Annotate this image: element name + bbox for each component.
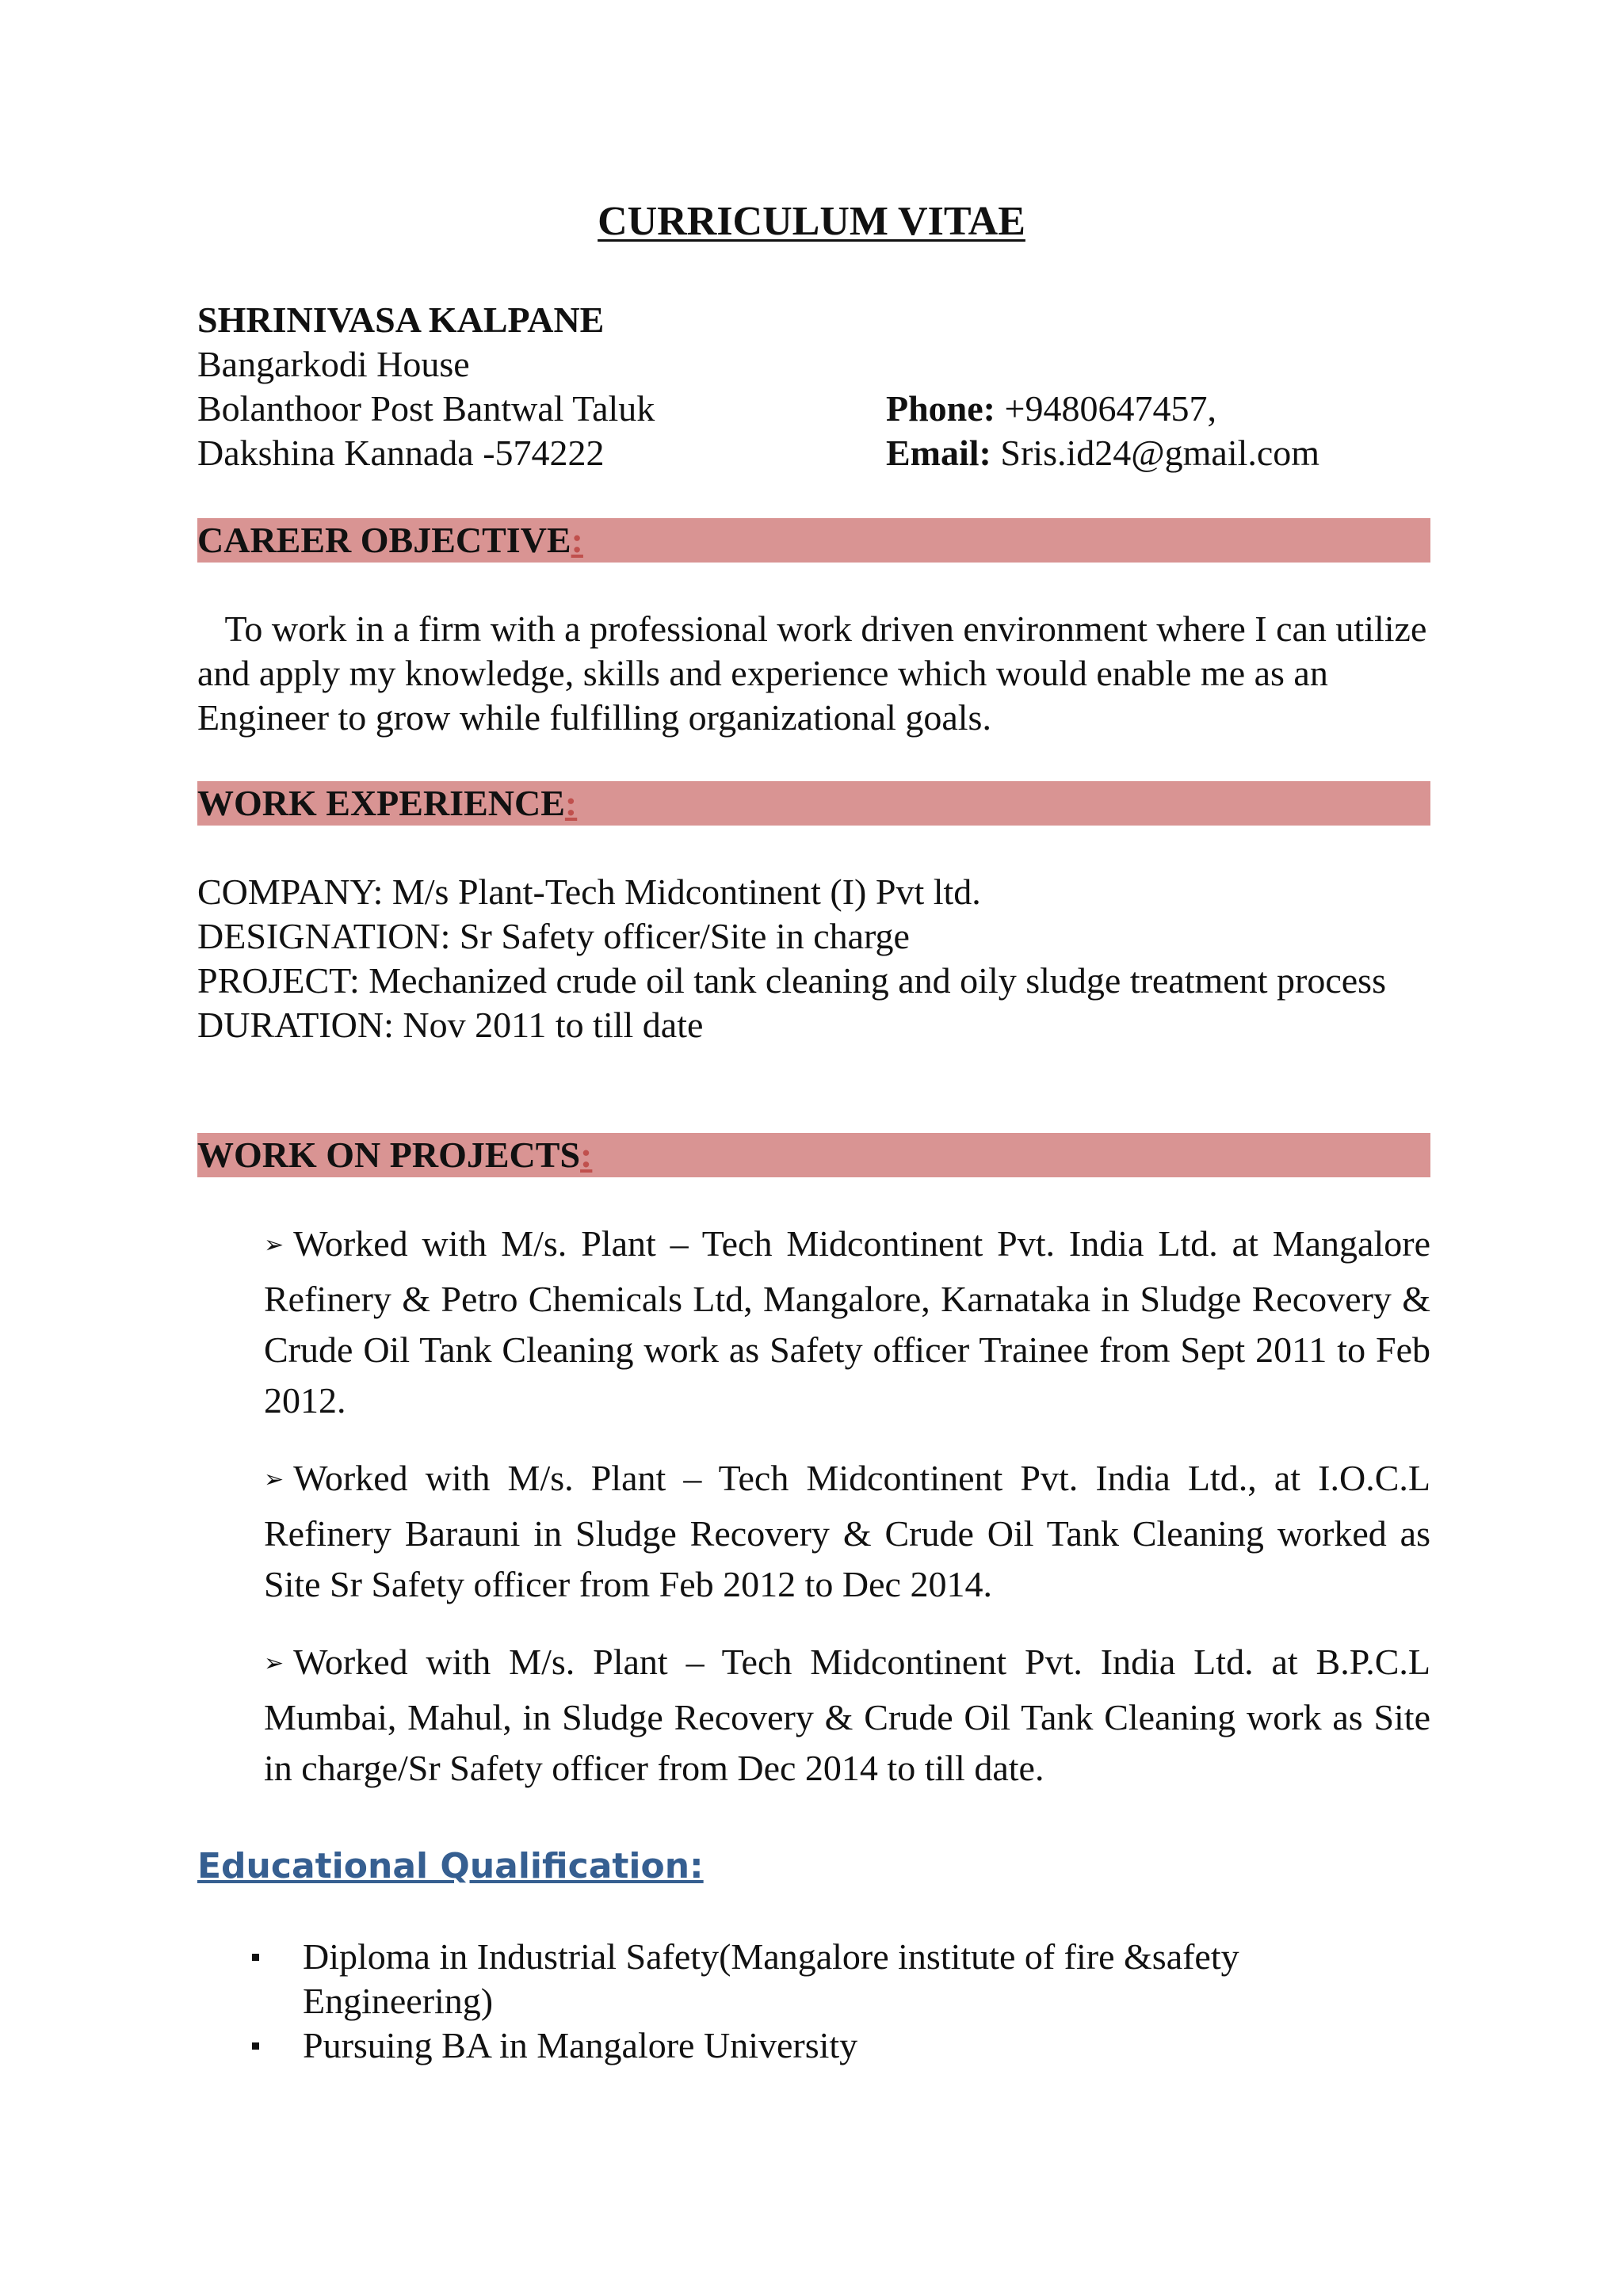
- document-title: [0, 196, 1623, 247]
- address-line-1: Bangarkodi House: [197, 344, 470, 384]
- education-item-text: Diploma in Industrial Safety(Mangalore institute of fire &safety Engineering): [303, 1936, 1239, 2021]
- square-bullet-icon: [252, 2042, 259, 2050]
- project-item-text: Worked with M/s. Plant – Tech Midcontinent Pvt. India Ltd. at B.P.C.L Mumbai, Mahul, in Sludge Recovery & Crude Oil Tank Cleaning work as Site in charge/Sr Safety officer from Dec 2014 to till date.: [264, 1642, 1430, 1788]
- email-value: Sris.id24@gmail.com: [991, 433, 1320, 473]
- candidate-name: SHRINIVASA KALPANE: [197, 299, 605, 340]
- career-objective-heading-text: CAREER OBJECTIVE: [197, 520, 571, 560]
- arrow-bullet-icon: ➢: [264, 1232, 285, 1258]
- project-item-text: Worked with M/s. Plant – Tech Midcontinent Pvt. India Ltd. at Mangalore Refinery & Petro Chemicals Ltd, Mangalore, Karnataka in Sludge Recovery & Crude Oil Tank Cleaning work as Safety officer Trainee from Sept 2011 to Feb 2012.: [264, 1223, 1430, 1421]
- list-item: [252, 1935, 1377, 2023]
- career-objective-text: To work in a firm with a professional work driven environment where I can utilize and apply my knowledge, skills and experience which would enable me as an Engineer to grow while fulfilling organizational goals.: [197, 608, 1427, 738]
- projects-heading-text: WORK ON PROJECTS: [197, 1135, 581, 1175]
- phone-value: +9480647457,: [995, 388, 1216, 429]
- list-item: [252, 2023, 1377, 2068]
- arrow-bullet-icon: ➢: [264, 1466, 285, 1493]
- education-item-text: Pursuing BA in Mangalore University: [303, 2025, 858, 2065]
- arrow-bullet-icon: ➢: [264, 1650, 285, 1676]
- work-experience-heading-text: WORK EXPERIENCE: [197, 783, 565, 823]
- projects-colon: :: [580, 1135, 593, 1175]
- duration-line: DURATION: Nov 2011 to till date: [197, 1005, 704, 1045]
- career-objective-colon: :: [571, 520, 583, 560]
- phone-label: Phone:: [886, 388, 995, 429]
- list-item: [264, 1637, 1430, 1794]
- list-item: [264, 1219, 1430, 1426]
- project-item-text: Worked with M/s. Plant – Tech Midcontinent Pvt. India Ltd., at I.O.C.L Refinery Barauni in Sludge Recovery & Crude Oil Tank Cleaning worked as Site Sr Safety officer from Feb 2012 to Dec 2014.: [264, 1458, 1430, 1604]
- company-line: COMPANY: M/s Plant-Tech Midcontinent (I) Pvt ltd.: [197, 871, 981, 912]
- work-experience-details: [197, 870, 1386, 1047]
- education-list: [252, 1935, 1377, 2068]
- title-text: CURRICULUM VITAE: [598, 199, 1025, 244]
- email-label: Email:: [886, 433, 991, 473]
- address-line-3: Dakshina Kannada -574222: [197, 433, 605, 473]
- phone-row: [886, 387, 1216, 431]
- projects-list: [264, 1219, 1430, 1821]
- address-line-2: Bolanthoor Post Bantwal Taluk: [197, 388, 655, 429]
- career-objective-heading: [197, 518, 583, 563]
- projects-heading: [197, 1133, 592, 1177]
- designation-line: DESIGNATION: Sr Safety officer/Site in charge: [197, 916, 910, 956]
- education-heading: Educational Qualification:: [197, 1846, 704, 1886]
- email-row: [886, 431, 1319, 475]
- list-item: [264, 1453, 1430, 1610]
- square-bullet-icon: [252, 1954, 259, 1961]
- project-line: PROJECT: Mechanized crude oil tank cleaning and oily sludge treatment process: [197, 960, 1386, 1001]
- work-experience-heading: [197, 781, 577, 826]
- work-experience-colon: :: [564, 783, 578, 823]
